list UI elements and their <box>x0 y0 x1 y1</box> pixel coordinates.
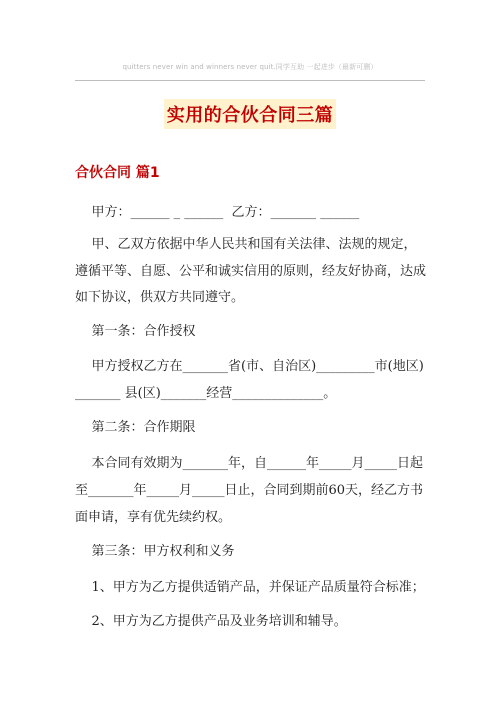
article-2-line-2: 至_______年_____月_____日止，合同到期前60天，经乙方书 <box>75 483 424 498</box>
article-2-line-1: 本合同有效期为_______年，自______年_____月_____日起 <box>75 456 424 471</box>
article-1-heading: 第一条：合作授权 <box>75 324 196 339</box>
line-preamble-1: 甲、乙双方依据中华人民共和国有关法律、法规的规定， <box>75 237 417 252</box>
section-heading: 合伙合同 篇1 <box>75 165 160 181</box>
article-3-heading: 第三条：甲方权利和义务 <box>75 544 235 559</box>
article-1-line-2: _______ 县(区)_______经营______________。 <box>75 386 337 401</box>
article-1-line-1: 甲方授权乙方在_______省(市、自治区)_________市(地区) <box>75 359 424 374</box>
header-divider <box>75 80 425 81</box>
article-2-line-3: 面申请，享有优先续约权。 <box>75 510 232 525</box>
article-3-item-2: 2、甲方为乙方提供产品及业务培训和辅导。 <box>75 614 347 629</box>
header-note: quitters never win and winners never quit.同学互助 一起进步（最新可删） <box>122 63 378 71</box>
document-title: 实用的合伙合同三篇 <box>164 99 337 129</box>
title-container <box>0 99 500 129</box>
line-preamble-3: 如下协议，供双方共同遵守。 <box>75 290 245 305</box>
line-parties: 甲方：______ _ ______ 乙方：_______ ______ <box>75 205 360 220</box>
article-2-heading: 第二条：合作期限 <box>75 420 196 435</box>
article-3-item-1: 1、甲方为乙方提供适销产品，并保证产品质量符合标准； <box>75 580 425 595</box>
line-preamble-2: 遵循平等、自愿、公平和诚实信用的原则，经友好协商，达成 <box>75 264 427 279</box>
